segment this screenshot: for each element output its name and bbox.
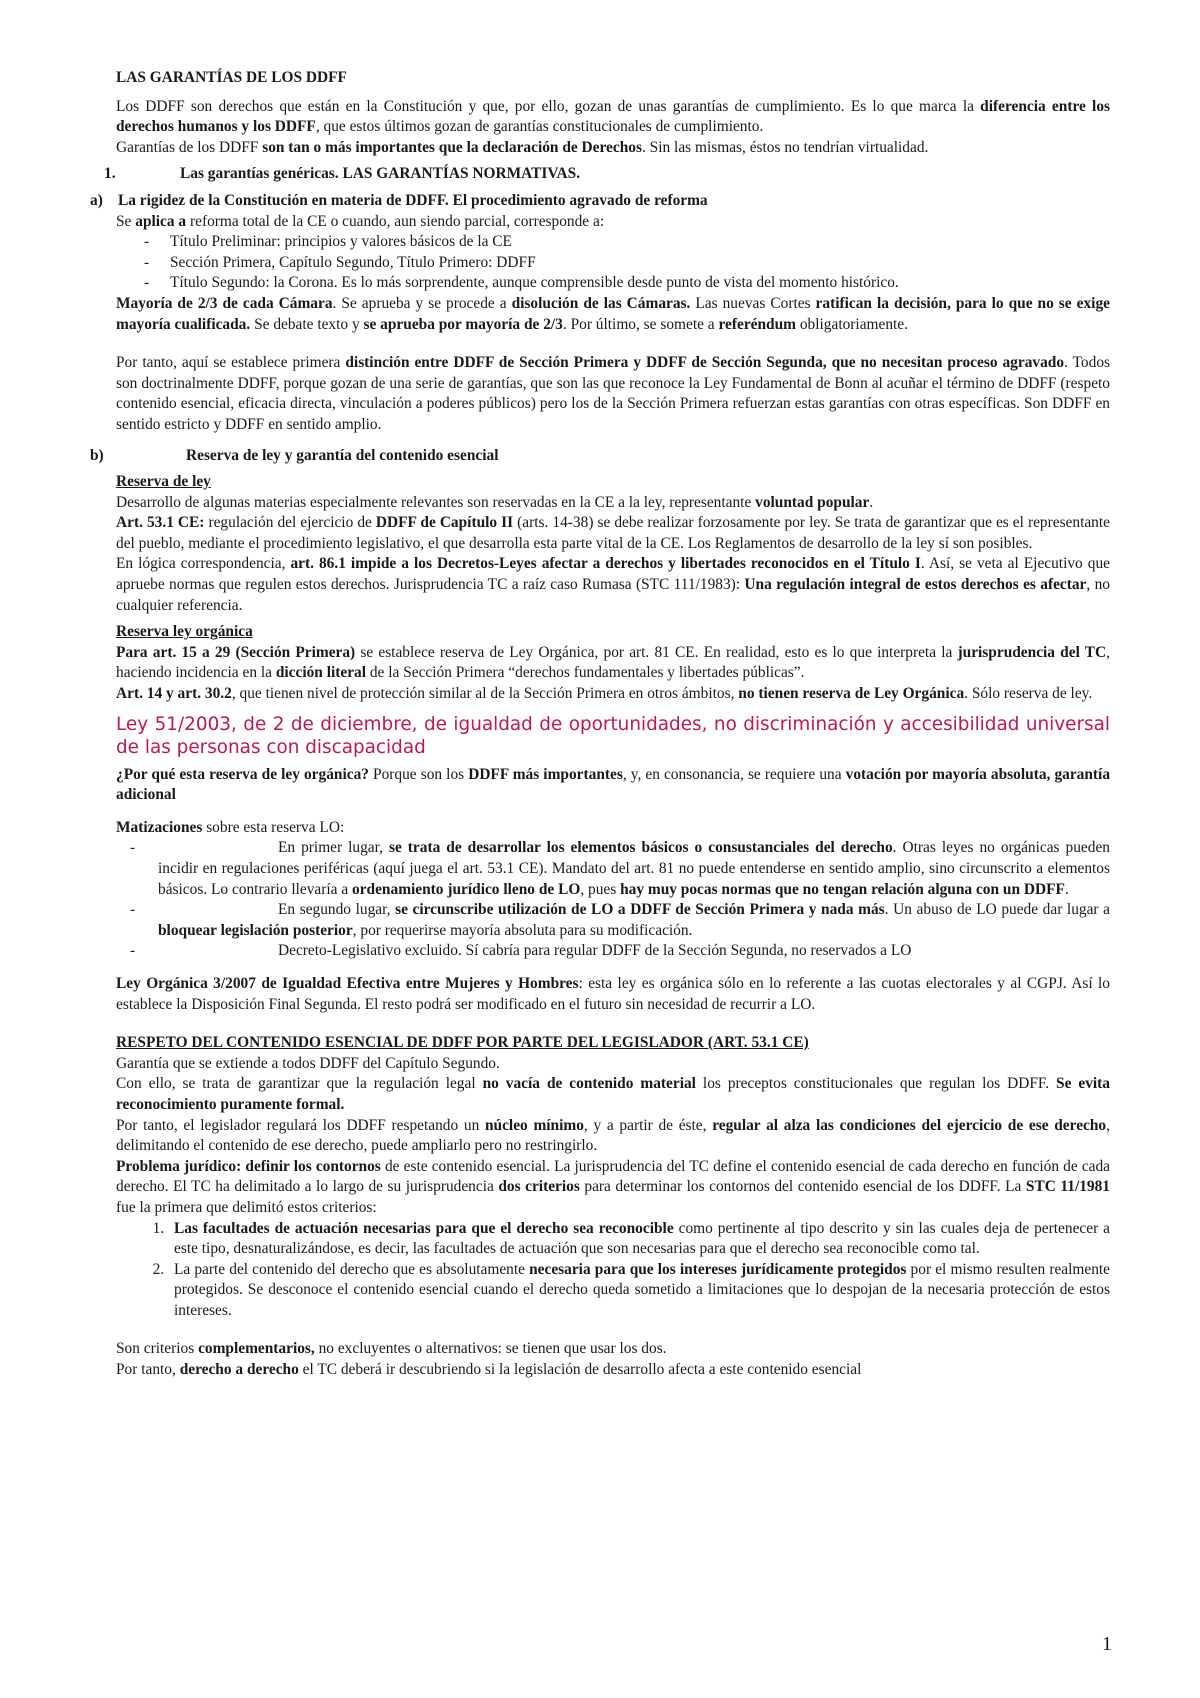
distinction-paragraph [116, 353, 1110, 435]
bold-text: disolución de las Cámaras. [511, 294, 691, 312]
text: . [1064, 880, 1069, 898]
text: , que estos últimos gozan de garantías constitucionales de cumplimiento. [315, 118, 764, 136]
bold-text: Para art. 15 a 29 (Sección Primera) [116, 643, 356, 661]
list-item [130, 941, 1110, 962]
text: . Se aprueba y se procede a [332, 294, 512, 312]
bold-text: dos criterios [498, 1178, 580, 1196]
list-item [130, 900, 1110, 941]
matizaciones-paragraph [116, 818, 1110, 839]
subsection-title: La rigidez de la Constitución en materia de DDFF. El procedimiento agravado de reforma [118, 191, 708, 209]
bold-text: diferencia entre los derechos humanos y los DDFF [116, 97, 1110, 136]
bold-text: ordenamiento jurídico lleno de LO [352, 880, 581, 898]
text: Decreto-Legislativo excluido. Sí cabría para regular DDFF de la Sección Segunda, no reservados a LO [278, 942, 912, 960]
text: (arts. 14-38) se debe realizar forzosamente por ley. Se trata de garantizar que es el representante del pueblo, mediante el procedimiento legislativo, el que desarrolla esta parte vital de la CE. Los Reglamentos de desarrollo de la ley sí son posibles. [116, 514, 1110, 552]
art-86-paragraph [116, 554, 1110, 616]
subsection-label: a) [90, 191, 103, 209]
art-14-paragraph [116, 684, 1110, 705]
bold-text: dicción literal [275, 664, 367, 682]
respeto-p4 [116, 1157, 1110, 1219]
reform-list [116, 232, 1110, 294]
bold-text: aplica a [135, 212, 187, 230]
text: . Sólo reserva de ley. [964, 685, 1093, 703]
text: se establece reserva de Ley Orgánica, por art. 81 CE. En realidad, esto es lo que interpreta la [355, 643, 958, 661]
text: Porque son los [368, 765, 469, 783]
list-item [168, 1219, 1110, 1260]
text: . Un abuso de LO puede dar lugar a [884, 901, 1110, 919]
list-item [168, 1260, 1110, 1322]
document-page [90, 68, 1111, 1381]
majority-paragraph [116, 294, 1110, 335]
reserva-lo-paragraph [116, 643, 1110, 684]
subsection-b-heading [90, 446, 1110, 467]
reserva-ley-title: Reserva de ley [116, 473, 211, 491]
text: , y, en consonancia, se requiere una [622, 765, 846, 783]
bold-text: no tienen reserva de Ley Orgánica [738, 685, 965, 703]
text: Con ello, se trata de garantizar que la regulación legal [116, 1075, 483, 1093]
art-53-paragraph [116, 513, 1110, 554]
text: Por tanto, aquí se establece primera [116, 354, 346, 372]
text: . Por último, se somete a [562, 315, 719, 333]
subsection-title: Reserva de ley y garantía del contenido esencial [186, 446, 499, 464]
page-number: 1 [1102, 1633, 1112, 1655]
text: Se [116, 212, 136, 230]
bold-text: complementarios, [198, 1340, 315, 1358]
respeto-title: RESPETO DEL CONTENIDO ESENCIAL DE DDFF POR PARTE DEL LEGISLADOR (ART. 53.1 CE) [116, 1034, 809, 1052]
applies-paragraph [116, 212, 1110, 233]
text: Las nuevas Cortes [690, 294, 816, 312]
bold-text: son tan o más importantes que la declaración de Derechos [262, 138, 642, 156]
red-law-heading: Ley 51/2003, de 2 de diciembre, de igualdad de oportunidades, no discriminación y accesibilidad universal de las personas con discapacidad [116, 713, 1110, 758]
reserva-ley-paragraph [116, 493, 1110, 514]
text: como pertinente al tipo descrito y sin las cuales deja de pertenecer a este tipo, desnaturalizándose, es decir, las facultades de actuación que son necesarias para que el derecho sea reconocible como tal. [174, 1219, 1110, 1258]
section-label: Las garantías genéricas. LAS GARANTÍAS NORMATIVAS. [180, 165, 581, 183]
reserva-lo-title: Reserva ley orgánica [116, 623, 253, 641]
text: no excluyentes o alternativos: se tienen que usar los dos. [314, 1340, 667, 1358]
text: En segundo lugar, [278, 901, 396, 919]
text: para determinar los contornos del contenido esencial de los DDFF. La [579, 1178, 1026, 1196]
document-title: LAS GARANTÍAS DE LOS DDFF [116, 69, 347, 86]
bold-text: DDFF más importantes [468, 765, 623, 783]
text: , delimitando el contenido de ese derecho, puede ampliarlo pero no restringirlo. [116, 1116, 1110, 1155]
bold-text: se circunscribe utilización de LO a DDFF de Sección Primera y nada más [395, 901, 885, 919]
bold-text: Problema jurídico: definir los contornos [116, 1157, 381, 1175]
text: reforma total de la CE o cuando, aun siendo parcial, corresponde a: [186, 212, 605, 230]
bold-text: ¿Por qué esta reserva de ley orgánica? [116, 765, 369, 783]
text: por el mismo resulten realmente protegidos. Se desconoce el contenido esencial cuando el derecho queda sometido a limitaciones que lo despojan de la necesaria protección de estos intereses. [174, 1260, 1110, 1319]
text: los preceptos constitucionales que regulan los DDFF. [695, 1075, 1057, 1093]
bold-text: referéndum [718, 315, 796, 333]
text: . Otras leyes no orgánicas pueden incidir en regulaciones periféricas (aquí juega el art. 53.1 CE). Mandato del art. 81 no puede entenderse en sentido amplio, sino circunscrito a elementos básicos. Lo contrario llevaría a [158, 839, 1110, 898]
bold-text: Matizaciones [116, 818, 203, 836]
text: En lógica correspondencia, [116, 555, 291, 573]
text: En primer lugar, [278, 839, 389, 857]
text: obligatoriamente. [796, 315, 908, 333]
bold-text: ratifican la decisión, para lo que no se exige mayoría cualificada. [116, 294, 1110, 333]
bold-text: núcleo mínimo [484, 1116, 584, 1134]
bold-text: Las facultades de actuación necesarias para que el derecho sea reconocible [174, 1219, 674, 1237]
bold-text: Se evita reconocimiento puramente formal. [116, 1075, 1111, 1113]
subsection-a-heading [90, 191, 1110, 212]
text: Por tanto, el legislador regulará los DDFF respetando un [116, 1116, 485, 1134]
bold-text: se trata de desarrollar los elementos básicos o consustanciales del derecho [388, 839, 893, 857]
text: : esta ley es orgánica sólo en lo referente a las cuotas electorales y al CGPJ. Así lo establece la Disposición Final Segunda. El resto podrá ser modificado en el futuro sin necesidad de recurrir a LO. [116, 974, 1110, 1013]
text: fue la primera que delimitó estos criterios: [116, 1198, 377, 1216]
list-item: - Sección Primera, Capítulo Segundo, Título Primero: DDFF [144, 253, 1110, 274]
text: Por tanto, [116, 1361, 180, 1379]
bold-text: voluntad popular [755, 493, 870, 511]
section-number: 1. [104, 165, 116, 183]
bold-text: se aprueba por mayoría de 2/3 [363, 315, 563, 333]
text: , que tienen nivel de protección similar al de la Sección Primera en otros ámbitos, [231, 685, 739, 703]
bold-text: Una regulación integral de estos derechos es afectar [744, 576, 1087, 594]
text: el TC deberá ir descubriendo si la legislación de desarrollo afecta a este contenido esencial [298, 1361, 862, 1379]
text: . [869, 493, 874, 511]
respeto-p1: Garantía que se extiende a todos DDFF del Capítulo Segundo. [116, 1054, 500, 1072]
text: La parte del contenido del derecho que es absolutamente [174, 1260, 530, 1278]
text: , pues [580, 880, 621, 898]
list-item: - Título Segundo: la Corona. Es lo más sorprendente, aunque comprensible desde punto de vista del momento histórico. [144, 273, 1110, 294]
bold-text: DDFF de Capítulo II [375, 514, 514, 532]
bold-text: regular al alza las condiciones del ejercicio de ese derecho [712, 1116, 1107, 1134]
text: sobre esta reserva LO: [202, 818, 345, 836]
subsection-label: b) [90, 446, 104, 464]
text: Garantías de los DDFF [116, 138, 263, 156]
text: , haciendo incidencia en la [116, 643, 1110, 682]
text: . Todos son doctrinalmente DDFF, porque gozan de una serie de garantías, que son las que reconoce la Ley Fundamental de Bonn al acuñar el término de DDFF (respeto contenido esencial, eficacia directa, vinculación a poderes públicos) pero los de la Sección Primera refuerzan estas garantías con otras específicas. Son DDFF en sentido estricto y DDFF en sentido amplio. [116, 354, 1110, 433]
text: , y a partir de éste, [583, 1116, 713, 1134]
text: Son criterios [116, 1340, 199, 1358]
intro-paragraph-2 [116, 138, 1110, 159]
text: Se debate texto y [250, 315, 364, 333]
intro-paragraph [116, 97, 1110, 138]
why-paragraph [116, 765, 1110, 806]
matizaciones-list [116, 838, 1110, 962]
criteria-list [116, 1219, 1110, 1322]
text: , no cualquier referencia. [116, 576, 1110, 614]
text: . Sin las mismas, éstos no tendrían virtualidad. [641, 138, 929, 156]
bold-text: jurisprudencia del TC [957, 643, 1107, 661]
text: , por requerirse mayoría absoluta para su modificación. [352, 921, 693, 939]
text: regulación del ejercicio de [204, 514, 376, 532]
list-item [130, 838, 1110, 900]
text: Desarrollo de algunas materias especialmente relevantes son reservadas en la CE a la ley, representante [116, 493, 756, 511]
text: Los DDFF son derechos que están en la Constitución y que, por ello, gozan de unas garantías de cumplimiento. Es lo que marca la [116, 97, 981, 115]
section-1-heading [104, 164, 1110, 185]
bold-text: art. 86.1 impide a los Decretos-Leyes afectar a derechos y libertades reconocidos en el Título I [290, 555, 921, 573]
text: de la Sección Primera “derechos fundamentales y libertades públicas”. [366, 664, 805, 682]
bold-text: derecho a derecho [179, 1361, 299, 1379]
bold-text: bloquear legislación posterior [158, 921, 353, 939]
bold-text: Art. 53.1 CE: [116, 514, 205, 532]
bold-text: distinción entre DDFF de Sección Primera y DDFF de Sección Segunda, que no necesitan proceso agravado [345, 354, 1065, 372]
bold-text: necesaria para que los intereses jurídicamente protegidos [529, 1260, 907, 1278]
bold-text: hay muy pocas normas que no tengan relación alguna con un DDFF [620, 880, 1065, 898]
bold-text: votación por mayoría absoluta, garantía adicional [116, 765, 1111, 804]
bold-text: Art. 14 y art. 30.2 [116, 685, 232, 703]
lo-3-2007-paragraph [116, 974, 1110, 1015]
bold-text: no vacía de contenido material [482, 1075, 696, 1093]
respeto-p3 [116, 1116, 1110, 1157]
bold-text: Ley Orgánica 3/2007 de Igualdad Efectiva entre Mujeres y Hombres [116, 974, 579, 992]
respeto-p6 [116, 1360, 1110, 1381]
respeto-p2 [116, 1074, 1110, 1115]
bold-text: STC 11/1981 [1025, 1178, 1111, 1196]
text: . Así, se veta al Ejecutivo que apruebe normas que regulen estos derechos. Jurisprudencia TC a raíz caso Rumasa (STC 111/1983): [116, 555, 1110, 594]
bold-text: Mayoría de 2/3 de cada Cámara [116, 294, 333, 312]
list-item: - Título Preliminar: principios y valores básicos de la CE [144, 232, 1110, 253]
text: de este contenido esencial. La jurisprudencia del TC define el contenido esencial de cada derecho en función de cada derecho. El TC ha delimitado a lo largo de su jurisprudencia [116, 1157, 1111, 1196]
respeto-p5 [116, 1339, 1110, 1360]
